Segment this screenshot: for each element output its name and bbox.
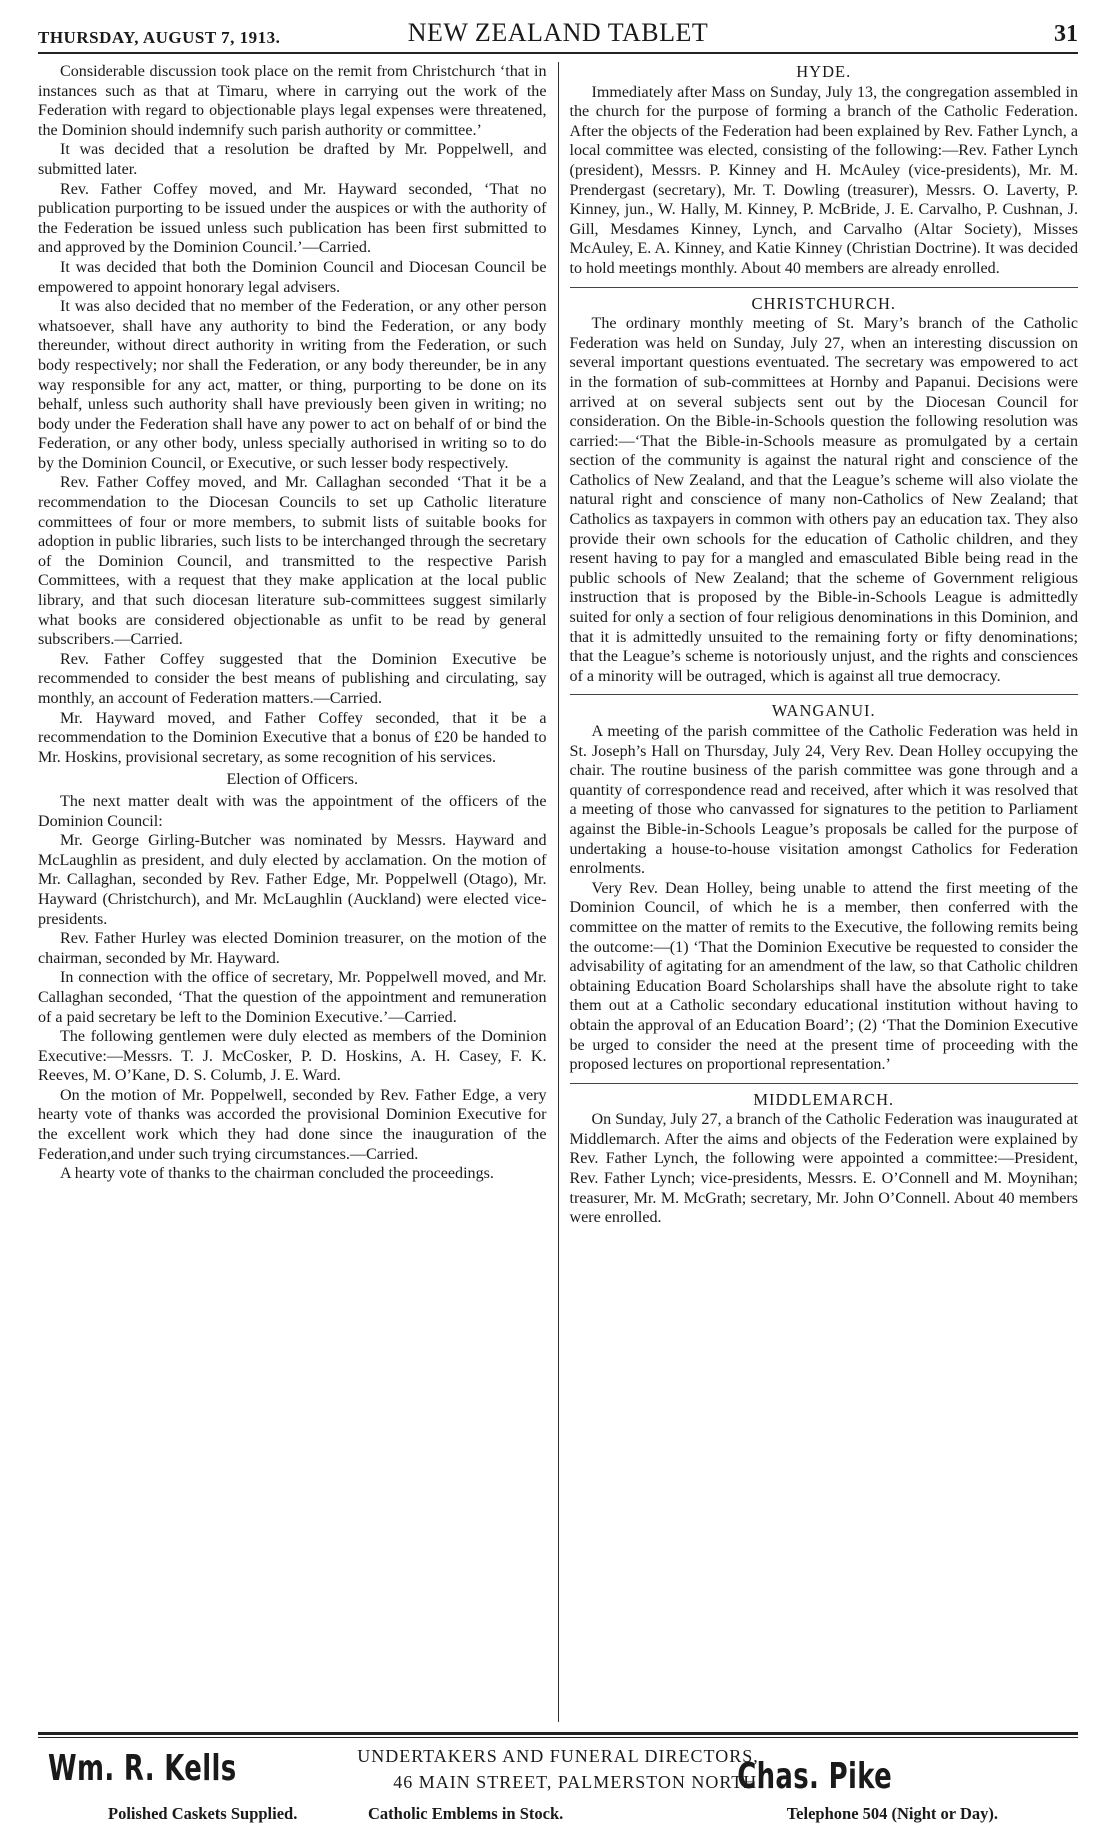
paragraph: Immediately after Mass on Sunday, July 13, the congregation assembled in the church for the purpose of forming a branch of the Catholic Federation. After the objects of the Federation had been explained by Rev. Father Lynch, a local committee was elected, consisting of the following:—Rev. Father Lynch (president), Messrs. P. Kinney and H. McAuley (vice-presidents), Mr. M. Prendergast (secretary), Mr. T. Dowling (treasurer), Messrs. O. Laverty, P. Kinney, jun., W. Hally, M. Kinney, P. McBride, J. E. Carvalho, P. Cushnan, J. Gill, Mesdames Kinney, Lynch, and Carvalho (Altar Society), Misses McAuley, E. A. Kinney, and Katie Kinney (Christian Doctrine). It was decided to hold meetings monthly. About 40 members are already enrolled. — [569, 83, 1078, 277]
ad-caskets-line: Polished Caskets Supplied. — [108, 1804, 298, 1823]
article-columns — [38, 62, 1078, 1722]
paragraph: It was decided that a resolution be drafted by Mr. Poppelwell, and submitted later. — [38, 141, 547, 178]
paragraph: A meeting of the parish committee of the Catholic Federation was held in St. Joseph’s Hall on Thursday, July 24, Very Rev. Dean Holley occupying the chair. The routine business of the parish committee was gone through and a quantity of correspondence read and received, after which it was resolved that a meeting of those who canvassed for signatures to the petition to Parliament against the Bible-in-Schools League’s proposals be called for the purpose of undertaking a house-to-house visitation amongst Catholics for Federation enrolments. — [569, 723, 1078, 878]
paragraph: In connection with the office of secretary, Mr. Poppelwell moved, and Mr. Callaghan seconded, ‘That the question of the appointment and remuneration of a paid secretary be left to the Dominion Executive.’—Carried. — [38, 969, 547, 1026]
section-heading-middlemarch: MIDDLEMARCH. — [753, 1089, 895, 1109]
newspaper-title: NEW ZEALAND TABLET — [407, 18, 709, 47]
paragraph: Mr. George Girling-Butcher was nominated by Messrs. Hayward and McLaughlin as president, and duly elected by acclamation. On the motion of Mr. Callaghan, seconded by Rev. Father Edge, Mr. Poppelwell (Otago), Mr. Hayward (Christchurch), and Mr. McLaughlin (Auckland) were elected vice-presidents. — [38, 832, 547, 928]
issue-date: THURSDAY, AUGUST 7, 1913. — [38, 28, 281, 47]
ad-emblems-line: Catholic Emblems in Stock. — [368, 1804, 564, 1823]
advertiser-name-left: Wm. R. Kells — [48, 1748, 237, 1789]
ad-address: 46 MAIN STREET, PALMERSTON NORTH. — [393, 1772, 763, 1792]
paragraph: A hearty vote of thanks to the chairman concluded the proceedings. — [60, 1165, 494, 1183]
undertakers-advertisement — [38, 1738, 1078, 1838]
paragraph: It was also decided that no member of the Federation, or any other person whatsoever, shall have any authority to bind the Federation, or any body thereunder, without direct authority in writing from the Federation, or such body respectively; nor shall the Federation, or any body thereunder, be in any way responsible for any act, matter, or thing, purporting to be done on its behalf, unless such authority shall have previously been given in writing; no body under the Federation shall have any power to act on behalf of or bind the Federation, or any other body, unless specially authorised in writing so to do by the Dominion Council, or Executive, or such lesser body respectively. — [38, 298, 547, 472]
advertisement-rule — [38, 1732, 1078, 1735]
masthead — [38, 12, 1078, 54]
page-number: 31 — [1053, 21, 1078, 47]
ad-telephone-line: Telephone 504 (Night or Day). — [786, 1804, 998, 1823]
section-divider — [570, 694, 1079, 695]
advertiser-name-right: Chas. Pike — [737, 1756, 892, 1797]
paragraph: On Sunday, July 27, a branch of the Catholic Federation was inaugurated at Middlemarch. After the aims and objects of the Federation were explained by Rev. Father Lynch, the following were appointed a committee:—President, Rev. Father Lynch; vice-presidents, Messrs. E. O’Connell and M. Moynihan; treasurer, Mr. M. McGrath; secretary, Mr. John O’Connell. About 40 members were enrolled. — [569, 1111, 1078, 1227]
paragraph: The ordinary monthly meeting of St. Mary’s branch of the Catholic Federation was held on Sunday, July 27, when an interesting discussion on several important questions eventuated. The secretary was empowered to act in the formation of sub-committees at Hornby and Papanui. Decisions were arrived at on several subjects sent out by the Diocesan Council for consideration. On the Bible-in-Schools question the following resolution was carried:—‘That the Bible-in-Schools measure as promulgated by a certain section of the community is against the natural right and conscience of the Catholics of New Zealand, and that the League’s scheme will also violate the natural right and conscience of many non-Catholics of New Zealand; that Catholics as taxpayers in common with others pay an education tax. They also provide their own schools for the education of Catholic children, and they resent having to pay for a mangled and emasculated Bible being read in the public schools of New Zealand; that the scheme of Government religious instruction that is proposed by the Bible-in-Schools League is admittedly suited for only a section of four religious denominations in this Dominion, and that it is admittedly unsuited to the remaining forty or fifty denominations; that the League’s scheme is notoriously unjust, and the rights and consciences of a minority will be outraged, which is against all true democracy. — [569, 315, 1078, 685]
paragraph: Considerable discussion took place on the remit from Christchurch ‘that in instances such as that at Timaru, where in carrying out the work of the Federation with regard to objectionable plays legal expenses were threatened, the Dominion should indemnify such parish authority or committee.’ — [38, 63, 547, 139]
section-heading-christchurch: CHRISTCHURCH. — [751, 293, 897, 313]
paragraph: On the motion of Mr. Poppelwell, seconded by Rev. Father Edge, a very hearty vote of thanks was accorded the provisional Dominion Executive for the excellent work which they had done since the inauguration of the Federation,and under such trying circumstances.—Carried. — [38, 1086, 547, 1163]
right-column — [559, 62, 1079, 1722]
section-divider — [570, 1083, 1079, 1084]
section-heading-wanganui: WANGANUI. — [771, 701, 876, 721]
election-heading: Election of Officers. — [226, 771, 359, 789]
paragraph: The next matter dealt with was the appointment of the officers of the Dominion Council: — [38, 792, 547, 830]
paragraph: The following gentlemen were duly elected as members of the Dominion Executive:—Messrs. T. J. McCosker, P. D. Hoskins, A. H. Casey, F. K. Reeves, M. O’Kane, D. S. Columb, J. E. Ward. — [38, 1028, 547, 1085]
paragraph: Mr. Hayward moved, and Father Coffey seconded, that it be a recommendation to the Dominion Executive that a bonus of £20 be handed to Mr. Hoskins, provisional secretary, as some recognition of his services. — [38, 709, 547, 766]
paragraph: Rev. Father Coffey suggested that the Dominion Executive be recommended to consider the best means of publishing and circulating, say monthly, an account of Federation matters.—Carried. — [38, 650, 547, 707]
section-divider — [570, 287, 1079, 288]
left-column — [38, 62, 558, 1722]
paragraph: Rev. Father Hurley was elected Dominion treasurer, on the motion of the chairman, seconded by Mr. Hayward. — [38, 930, 547, 967]
paragraph: Rev. Father Coffey moved, and Mr. Hayward seconded, ‘That no publication purporting to be issued under the auspices or with the authority of the Federation be issued unless such publication has been first submitted to and approved by the Dominion Council.’—Carried. — [38, 180, 547, 257]
paragraph: Very Rev. Dean Holley, being unable to attend the first meeting of the Dominion Council, of which he is a member, then conferred with the committee on the matter of remits to the Executive, the following remits being the outcome:—(1) ‘That the Dominion Executive be requested to consider the advisability of agitating for an amendment of the law, so that Catholic children obtaining Education Board Scholarships shall have the absolute right to take them out at a Catholic secondary educational institution without having to obtain the approval of an Education Board’; (2) ‘That the Dominion Executive be urged to consider the need at the present time of proceeding with the proposed lectures on proportional representation.’ — [569, 879, 1078, 1074]
ad-headline: UNDERTAKERS AND FUNERAL DIRECTORS, — [357, 1746, 759, 1766]
section-heading-hyde: HYDE. — [796, 62, 852, 81]
paragraph: Rev. Father Coffey moved, and Mr. Callaghan seconded ‘That it be a recommendation to the Diocesan Councils to set up Catholic literature committees of four or more members, to submit lists of suitable books for adoption in public libraries, such lists to be interchanged through the secretary of the Dominion Council, and transmitted to the respective Parish Committees, with a request that they make application at the local public library, and that such diocesan literature sub-committees suggest similarly what books are considered objectionable as unfit to be read by general subscribers.—Carried. — [38, 474, 547, 649]
paragraph: It was decided that both the Dominion Council and Diocesan Council be empowered to appoint honorary legal advisers. — [38, 258, 547, 296]
